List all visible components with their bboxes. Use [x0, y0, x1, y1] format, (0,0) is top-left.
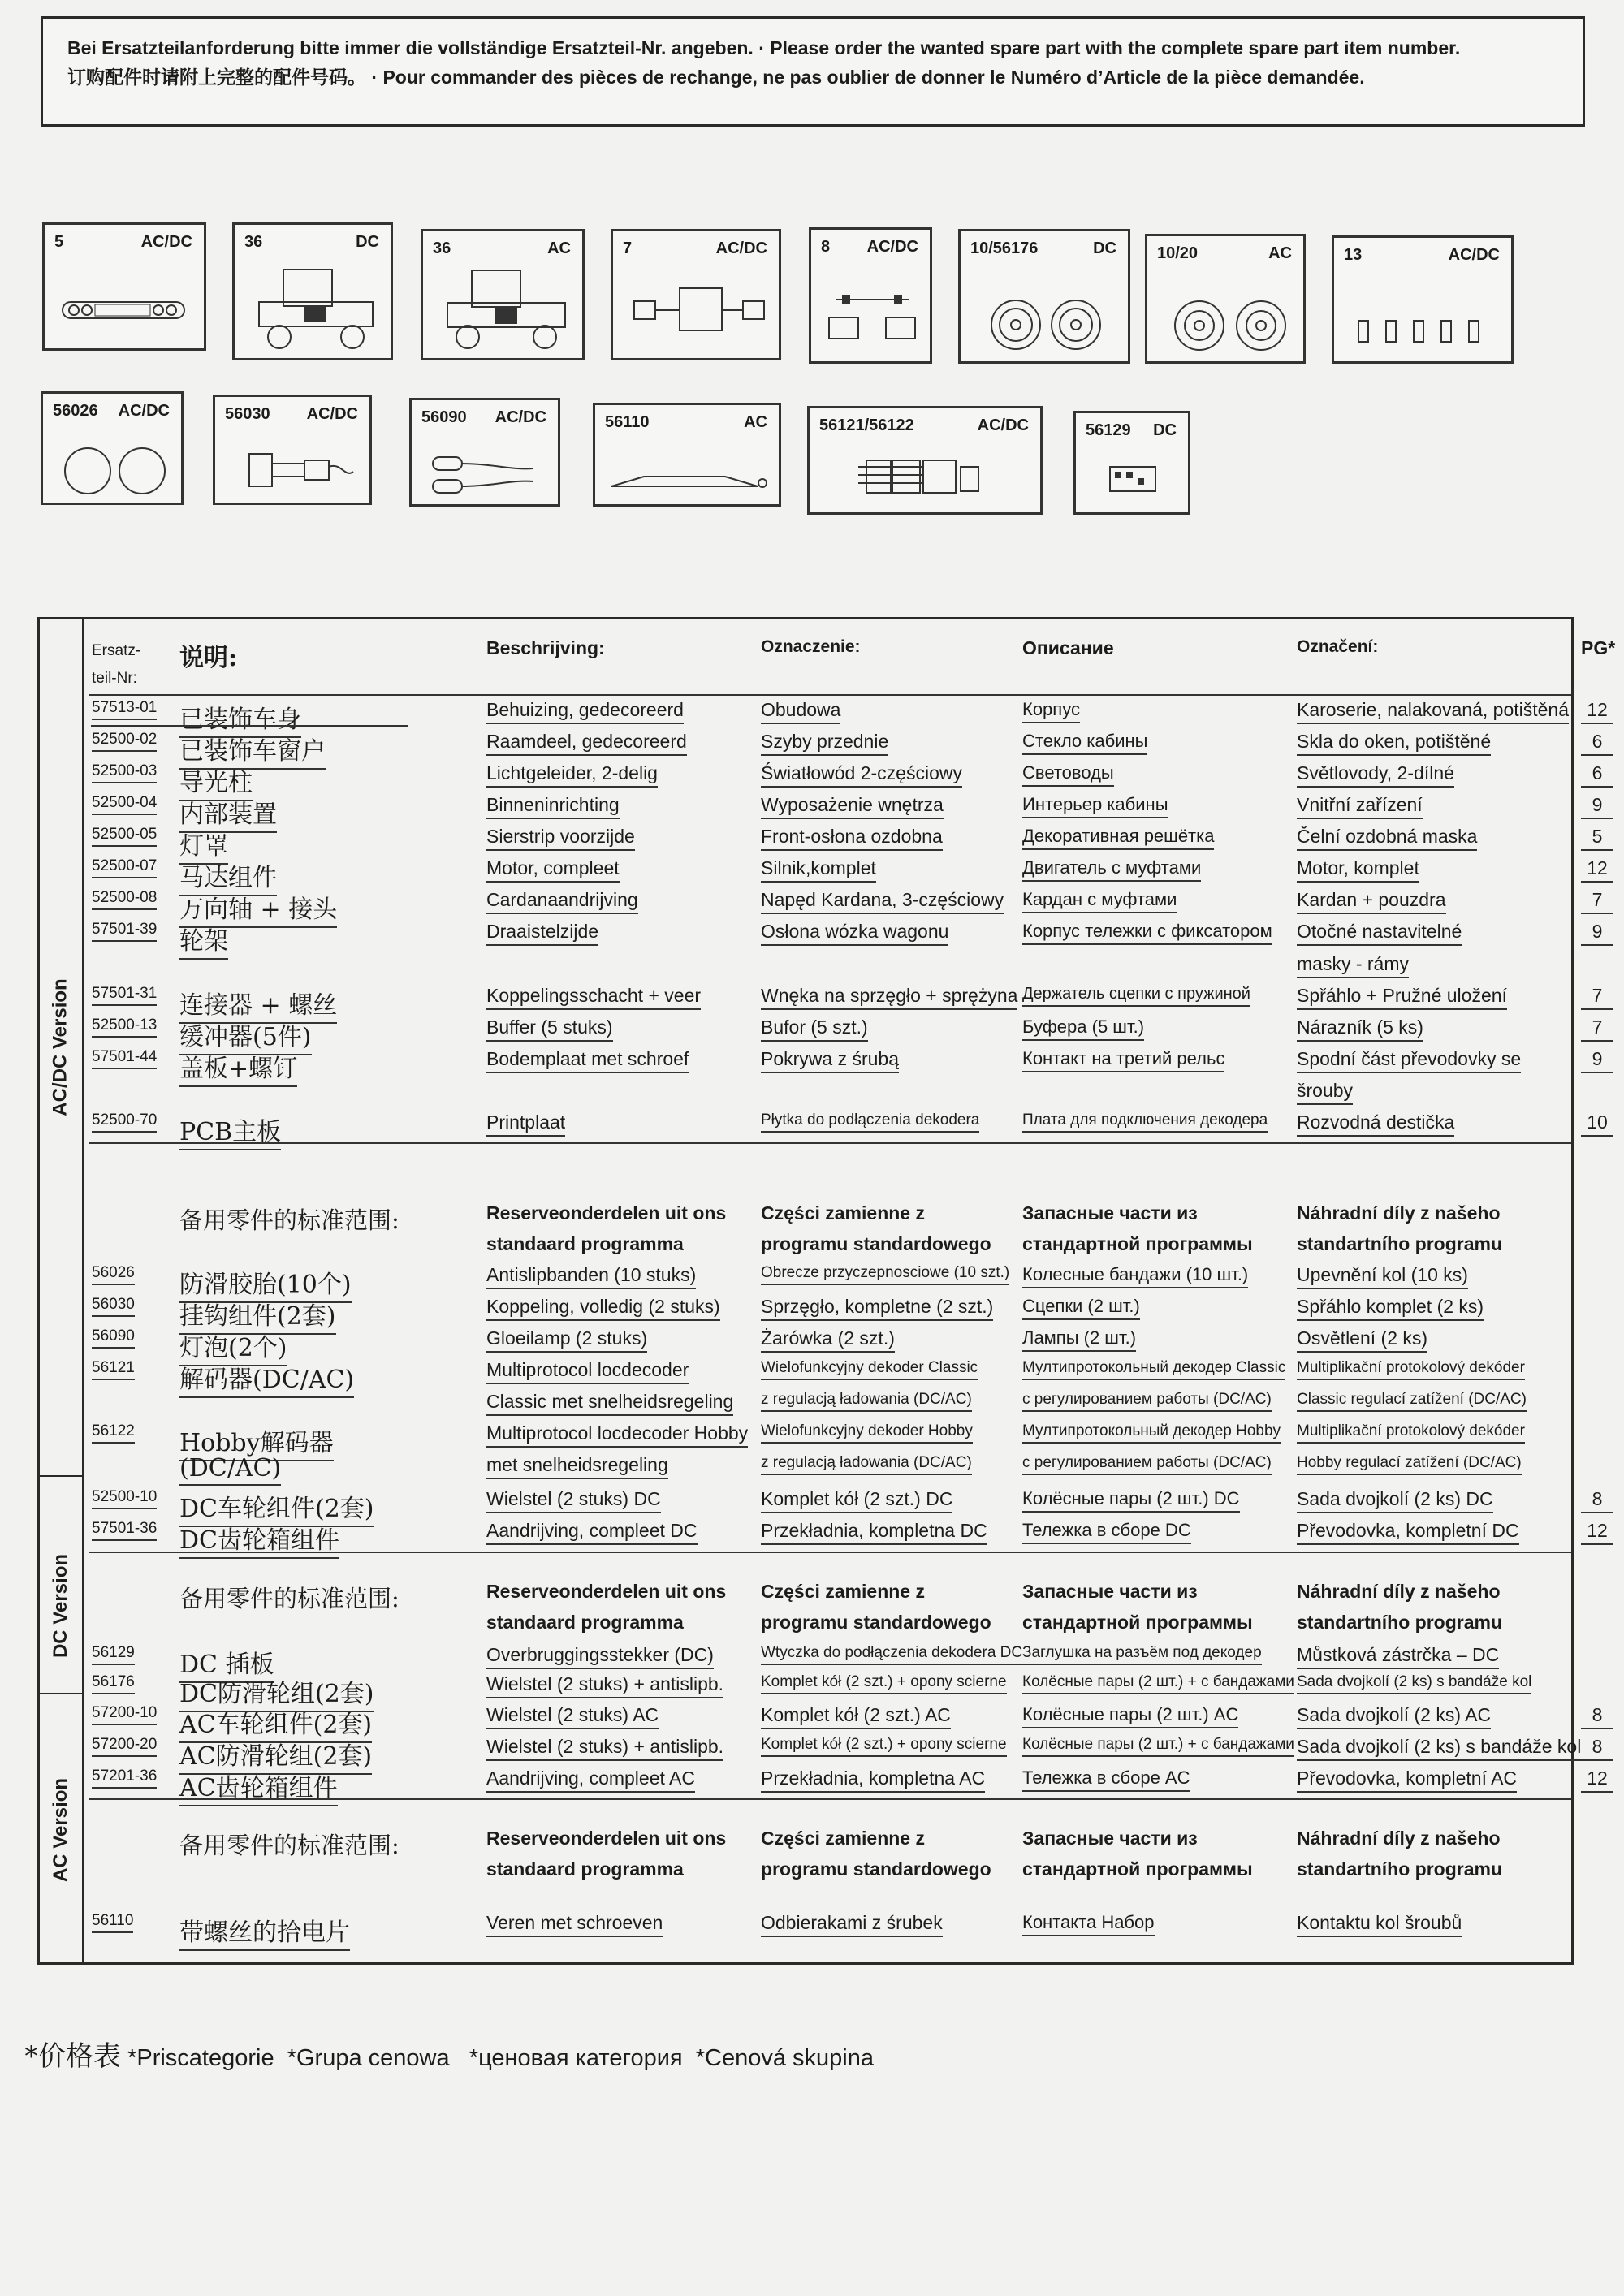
desc-cz: Sada dvojkolí (2 ks) AC: [1297, 1704, 1491, 1729]
part-number: 56030: [92, 1296, 135, 1317]
desc-cn: DC防滑轮组(2套): [179, 1673, 374, 1712]
desc-cn: DC齿轮箱组件: [179, 1520, 339, 1559]
desc-cz: Převodovka, kompletní DC: [1297, 1520, 1519, 1545]
std-title-cn: 备用零件的标准范围:: [179, 1206, 400, 1234]
part-code: 8: [821, 238, 831, 256]
part-code: 10/20: [1157, 244, 1199, 262]
desc-ru: Тележка в сборе DC: [1022, 1520, 1191, 1544]
part-number: 57200-20: [92, 1736, 157, 1757]
part-code: 36: [244, 233, 263, 251]
part-box-56121-56122: [807, 406, 1043, 515]
desc-cz: Spřáhlo + Pružné uložení: [1297, 985, 1507, 1010]
desc-nl: Behuizing, gedecoreerd: [486, 699, 684, 724]
desc-cz: Multiplikační protokolový dekóder: [1297, 1359, 1525, 1380]
desc-cz: Hobby regulací zatížení (DC/AC): [1297, 1454, 1522, 1475]
desc-pl: z regulacją ładowania (DC/AC): [761, 1454, 972, 1475]
desc-cn: 连接器 + 螺丝: [179, 985, 337, 1024]
desc-pl: Wielofunkcyjny dekoder Classic: [761, 1359, 978, 1380]
desc-ru: Контакт на третий рельс: [1022, 1048, 1224, 1072]
version-label-ac: AC Version: [50, 1777, 72, 1883]
notice-line-2: 订购配件时请附上完整的配件号码。 · Pour commander des pièces de rechange, ne pas oublier de donner le Numéro d’Article de la pièce demandée.: [67, 67, 1365, 88]
decoder-icon: [810, 408, 1045, 517]
desc-nl: Binneninrichting: [486, 794, 620, 819]
desc-cz: Multiplikační protokolový dekóder: [1297, 1422, 1525, 1444]
part-number: 52500-70: [92, 1111, 157, 1133]
legend-pl: *Grupa cenowa: [287, 2045, 450, 2071]
part-number: 52500-05: [92, 826, 157, 847]
std-title-nl: Reserveonderdelen uit ons: [486, 1202, 727, 1224]
price-group: 7: [1581, 985, 1613, 1010]
part-box-56030: [213, 395, 372, 505]
std-title-pl: Części zamienne z: [761, 1202, 925, 1224]
desc-cz: Spřáhlo komplet (2 ks): [1297, 1296, 1484, 1321]
desc-cn: DC 插板: [179, 1644, 274, 1683]
std-title-cz: Náhradní díly z našeho: [1297, 1581, 1501, 1602]
desc-pl: Obrecze przyczepnosciowe (10 szt.): [761, 1264, 1009, 1285]
version-label-dc: DC Version: [50, 1553, 72, 1659]
desc-cz: Vnitřní zařízení: [1297, 794, 1423, 819]
price-group: 8: [1581, 1704, 1613, 1729]
desc-ru: Тележка в сборе AC: [1022, 1767, 1190, 1792]
part-box-10-20: [1145, 234, 1306, 364]
desc-cz: Převodovka, kompletní AC: [1297, 1767, 1517, 1793]
desc-pl: Obudowa: [761, 699, 840, 724]
desc-cz: masky - rámy: [1297, 953, 1409, 978]
desc-ru: Интерьер кабины: [1022, 794, 1168, 818]
std-title-pl: programu standardowego: [761, 1858, 991, 1880]
bogie-icon: [423, 231, 587, 363]
desc-nl: Classic met snelheidsregeling: [486, 1391, 733, 1416]
cardan-shaft-icon: [811, 230, 935, 366]
std-title-nl: standaard programma: [486, 1612, 684, 1633]
desc-ru: Двигатель с муфтами: [1022, 857, 1201, 882]
std-title-pl: programu standardowego: [761, 1612, 991, 1633]
desc-pl: Osłona wózka wagonu: [761, 921, 948, 946]
part-box-56090: [409, 398, 560, 507]
desc-pl: Wyposażenie wnętrza: [761, 794, 944, 819]
std-title-pl: programu standardowego: [761, 1233, 991, 1254]
desc-pl: Przekładnia, kompletna DC: [761, 1520, 987, 1545]
desc-nl: Gloeilamp (2 stuks): [486, 1327, 647, 1353]
desc-pl: Wielofunkcyjny dekoder Hobby: [761, 1422, 973, 1444]
desc-nl: Multiprotocol locdecoder: [486, 1359, 689, 1384]
wheelset-icon: [961, 231, 1133, 366]
desc-cn: 导光柱: [179, 762, 253, 801]
legend-cz: *Cenová skupina: [695, 2045, 874, 2071]
std-title-pl: Części zamienne z: [761, 1581, 925, 1602]
part-type: AC/DC: [866, 238, 918, 256]
notice-line-1: Bei Ersatzteilanforderung bitte immer die vollständige Ersatzteil-Nr. angeben. · Please order the wanted spare part with the complete spare part item number.: [67, 37, 1461, 58]
part-number: 52500-03: [92, 762, 157, 783]
desc-ru: Мултипротокольный декодер Classic: [1022, 1359, 1285, 1380]
desc-ru: Колесные бандажи (10 шт.): [1022, 1264, 1248, 1288]
std-title-ru: Запасные части из: [1022, 1581, 1198, 1602]
desc-ru: Держатель сцепки с пружиной: [1022, 985, 1250, 1007]
desc-ru: Колёсные пары (2 шт.) AC: [1022, 1704, 1238, 1728]
desc-nl: Draaistelzijde: [486, 921, 598, 946]
desc-cn: 灯罩: [179, 826, 228, 865]
desc-nl: Wielstel (2 stuks) + antislipb.: [486, 1673, 723, 1698]
part-number: 57501-36: [92, 1520, 157, 1541]
desc-cz: šrouby: [1297, 1080, 1353, 1105]
part-number: 52500-02: [92, 731, 157, 752]
part-number: 52500-07: [92, 857, 157, 878]
desc-ru: Мултипротокольный декодер Hobby: [1022, 1422, 1281, 1444]
price-group: 7: [1581, 1016, 1613, 1042]
desc-pl: Pokrywa z śrubą: [761, 1048, 899, 1073]
part-number: 56026: [92, 1264, 135, 1285]
part-number: 52500-10: [92, 1488, 157, 1509]
bogie-icon: [235, 225, 395, 363]
price-group: 9: [1581, 794, 1613, 819]
desc-nl: Buffer (5 stuks): [486, 1016, 613, 1042]
part-code: 56090: [421, 408, 467, 426]
part-code: 36: [433, 240, 451, 257]
part-number: 56122: [92, 1422, 135, 1444]
desc-nl: Cardanaandrijving: [486, 889, 638, 914]
desc-cz: Otočné nastavitelné: [1297, 921, 1462, 946]
part-number: 56121: [92, 1359, 135, 1380]
desc-nl: Sierstrip voorzijde: [486, 826, 635, 851]
std-title-ru: стандартной программы: [1022, 1858, 1253, 1880]
desc-cz: Spodní část převodovky se: [1297, 1048, 1521, 1073]
version-column: [40, 619, 84, 1962]
desc-cz: Sada dvojkolí (2 ks) s bandáže kol: [1297, 1673, 1531, 1694]
desc-cz: Sada dvojkolí (2 ks) DC: [1297, 1488, 1493, 1513]
part-number: 56090: [92, 1327, 135, 1349]
desc-pl: Komplet kół (2 szt.) + opony scierne: [761, 1736, 1007, 1757]
desc-cn: 缓冲器(5件): [179, 1016, 312, 1055]
desc-nl: Wielstel (2 stuks) AC: [486, 1704, 659, 1729]
std-title-ru: Запасные части из: [1022, 1828, 1198, 1849]
desc-cn: 万向轴 + 接头: [179, 889, 337, 928]
header-part-number: Ersatz-teil-Nr:: [92, 642, 141, 687]
part-type: DC: [1153, 421, 1177, 439]
part-box-7: [611, 229, 781, 360]
desc-ru: Контакта Набор: [1022, 1912, 1155, 1936]
std-title-cn: 备用零件的标准范围:: [179, 1832, 400, 1859]
desc-cn: 挂钩组件(2套): [179, 1296, 336, 1335]
desc-cz: Karoserie, nalakovaná, potištěná: [1297, 699, 1569, 724]
part-type: AC/DC: [495, 408, 546, 426]
desc-ru: Стекло кабины: [1022, 731, 1147, 755]
bridge-plug-icon: [1076, 413, 1193, 517]
price-group: 12: [1581, 857, 1613, 883]
std-title-ru: стандартной программы: [1022, 1612, 1253, 1633]
part-number: 52500-08: [92, 889, 157, 910]
desc-cn: 防滑胶胎(10个): [179, 1264, 352, 1303]
desc-cn: PCB主板: [179, 1111, 281, 1150]
desc-nl: Koppelingsschacht + veer: [486, 985, 701, 1010]
desc-cn: Hobby解码器: [179, 1422, 334, 1461]
part-code: 13: [1344, 246, 1363, 264]
desc-ru: Заглушка на разъём под декодер: [1022, 1644, 1262, 1665]
std-title-pl: Części zamienne z: [761, 1828, 925, 1849]
desc-nl: Veren met schroeven: [486, 1912, 663, 1937]
desc-cn: 解码器(DC/AC): [179, 1359, 354, 1398]
part-code: 56026: [53, 402, 98, 420]
desc-pl: Żarówka (2 szt.): [761, 1327, 895, 1353]
desc-pl: Komplet kół (2 szt.) + opony scierne: [761, 1673, 1007, 1694]
traction-tire-icon: [43, 394, 186, 507]
desc-cn: AC齿轮箱组件: [179, 1767, 338, 1806]
desc-nl: Antislipbanden (10 stuks): [486, 1264, 696, 1289]
desc-ru: Кардан с муфтами: [1022, 889, 1177, 913]
desc-cn: AC车轮组件(2套): [179, 1704, 372, 1743]
price-group: 12: [1581, 1520, 1613, 1545]
header-chinese: 说明:: [179, 644, 238, 672]
desc-nl: met snelheidsregeling: [486, 1454, 668, 1479]
std-title-cz: standartního programu: [1297, 1858, 1503, 1880]
desc-cn: 已装饰车窗户: [179, 731, 326, 770]
desc-cz: Kontaktu kol šroubů: [1297, 1912, 1462, 1937]
price-group: 5: [1581, 826, 1613, 851]
part-number: 56110: [92, 1912, 133, 1933]
desc-pl: Przekładnia, kompletna AC: [761, 1767, 985, 1793]
desc-cn: 轮架: [179, 921, 228, 960]
std-title-cz: Náhradní díly z našeho: [1297, 1828, 1501, 1849]
desc-cz: Světlovody, 2-dílné: [1297, 762, 1454, 788]
desc-cz: Classic regulací zatížení (DC/AC): [1297, 1391, 1527, 1412]
part-box-8: [809, 227, 932, 364]
desc-cn: 盖板+螺钉: [179, 1048, 297, 1087]
desc-pl: Płytka do podłączenia dekodera: [761, 1111, 979, 1133]
part-number: 56129: [92, 1644, 135, 1665]
contact-spring-icon: [595, 405, 784, 509]
part-type: AC/DC: [977, 416, 1029, 434]
desc-nl: Bodemplaat met schroef: [486, 1048, 689, 1073]
price-group: 6: [1581, 731, 1613, 756]
buffer-icon: [1334, 238, 1516, 366]
price-group: 9: [1581, 921, 1613, 946]
spare-parts-table: [37, 617, 1616, 1965]
price-group: 9: [1581, 1048, 1613, 1073]
desc-pl: Wtyczka do podłączenia dekodera DC: [761, 1644, 1022, 1665]
part-number: 57201-36: [92, 1767, 157, 1789]
desc-ru: Декоративная решётка: [1022, 826, 1214, 850]
desc-nl: Aandrijving, compleet DC: [486, 1520, 698, 1545]
part-code: 10/56176: [970, 240, 1039, 257]
desc-pl: Szyby przednie: [761, 731, 888, 756]
desc-cz: Kardan + pouzdra: [1297, 889, 1446, 914]
part-type: DC: [1093, 240, 1116, 257]
part-number: 57501-39: [92, 921, 157, 942]
desc-cn: (DC/AC): [179, 1454, 281, 1486]
part-code: 56129: [1086, 421, 1131, 439]
part-box-5: [42, 222, 206, 351]
desc-nl: Multiprotocol locdecoder Hobby: [486, 1422, 748, 1448]
part-type: AC: [1268, 244, 1292, 262]
desc-ru: с регулированием работы (DC/AC): [1022, 1391, 1272, 1412]
part-code: 7: [623, 240, 633, 257]
desc-pl: Front-osłona ozdobna: [761, 826, 943, 851]
header-price-group: PG*: [1581, 637, 1616, 658]
part-type: AC: [744, 413, 767, 431]
header-dutch: Beschrijving:: [486, 637, 605, 658]
desc-ru: Сцепки (2 шт.): [1022, 1296, 1140, 1320]
legend-ru: *ценовая категория: [469, 2045, 683, 2071]
part-box-56110: [593, 403, 781, 507]
price-group: 10: [1581, 1111, 1613, 1137]
part-code: 5: [54, 233, 64, 251]
desc-ru: Лампы (2 шт.): [1022, 1327, 1136, 1352]
desc-cz: Skla do oken, potištěné: [1297, 731, 1491, 756]
desc-nl: Wielstel (2 stuks) + antislipb.: [486, 1736, 723, 1761]
notice-box: [41, 16, 1585, 127]
std-title-cz: Náhradní díly z našeho: [1297, 1202, 1501, 1224]
desc-cz: Nárazník (5 ks): [1297, 1016, 1423, 1042]
desc-nl: Aandrijving, compleet AC: [486, 1767, 695, 1793]
part-type: AC/DC: [140, 233, 192, 251]
part-box-36-ac: [421, 229, 585, 360]
desc-cn: 内部装置: [179, 794, 277, 833]
legend-zh: *价格表: [24, 2040, 121, 2073]
desc-pl: Odbierakami z śrubek: [761, 1912, 943, 1937]
desc-ru: Колёсные пары (2 шт.) + с бандажами: [1022, 1673, 1294, 1694]
desc-cn: 已装饰车身: [179, 699, 301, 738]
part-number: 57513-01: [92, 699, 157, 720]
desc-ru: Корпус: [1022, 699, 1080, 723]
price-group: 12: [1581, 699, 1613, 724]
header-czech: Označení:: [1297, 637, 1379, 656]
desc-cz: Osvětlení (2 ks): [1297, 1327, 1427, 1353]
part-number: 56176: [92, 1673, 135, 1694]
desc-nl: Motor, compleet: [486, 857, 620, 883]
wheelset-icon: [1147, 236, 1308, 366]
desc-pl: z regulacją ładowania (DC/AC): [761, 1391, 972, 1412]
light-bulb-icon: [412, 400, 563, 509]
desc-pl: Silnik,komplet: [761, 857, 876, 883]
price-group: 6: [1581, 762, 1613, 788]
desc-nl: Printplaat: [486, 1111, 565, 1137]
desc-ru: Световоды: [1022, 762, 1114, 787]
desc-nl: Lichtgeleider, 2-delig: [486, 762, 658, 788]
desc-cz: Můstková zástrčka – DC: [1297, 1644, 1499, 1669]
part-type: AC/DC: [715, 240, 767, 257]
desc-ru: с регулированием работы (DC/AC): [1022, 1454, 1272, 1475]
version-label-acdc: AC/DC Version: [50, 978, 71, 1116]
price-group: 8: [1581, 1488, 1613, 1513]
desc-cn: 马达组件: [179, 857, 277, 896]
desc-ru: Корпус тележки с фиксатором: [1022, 921, 1272, 945]
part-number: 57501-31: [92, 985, 157, 1006]
header-russian: Описание: [1022, 637, 1114, 658]
part-type: AC/DC: [306, 405, 358, 423]
std-title-cz: standartního programu: [1297, 1233, 1503, 1254]
desc-ru: Плата для подключения декодера: [1022, 1111, 1268, 1133]
desc-cz: Sada dvojkolí (2 ks) s bandáže kol: [1297, 1736, 1581, 1761]
desc-cz: Čelní ozdobná maska: [1297, 826, 1477, 851]
part-number: 52500-04: [92, 794, 157, 815]
part-number: 52500-13: [92, 1016, 157, 1038]
desc-ru: Буфера (5 шт.): [1022, 1016, 1144, 1041]
part-box-56026: [41, 391, 184, 505]
desc-pl: Sprzęgło, kompletne (2 szt.): [761, 1296, 993, 1321]
desc-cn: 带螺丝的拾电片: [179, 1912, 350, 1951]
desc-pl: Wnęka na sprzęgło + sprężyna: [761, 985, 1017, 1010]
part-type: DC: [356, 233, 379, 251]
desc-cz: Rozvodná destička: [1297, 1111, 1454, 1137]
desc-cn: DC车轮组件(2套): [179, 1488, 374, 1527]
part-code: 56030: [225, 405, 270, 423]
part-box-13: [1332, 235, 1514, 364]
part-code: 56121/56122: [819, 416, 914, 434]
desc-pl: Światłowód 2-częściowy: [761, 762, 962, 788]
desc-nl: Raamdeel, gedecoreerd: [486, 731, 687, 756]
std-title-nl: standaard programma: [486, 1858, 684, 1880]
std-title-cz: standartního programu: [1297, 1612, 1503, 1633]
std-title-nl: Reserveonderdelen uit ons: [486, 1581, 727, 1602]
part-code: 56110: [605, 413, 650, 431]
std-title-ru: Запасные части из: [1022, 1202, 1198, 1224]
buffer-strip-icon: [45, 225, 209, 353]
desc-cz: Upevnění kol (10 ks): [1297, 1264, 1468, 1289]
part-number: 57200-10: [92, 1704, 157, 1725]
std-title-nl: standaard programma: [486, 1233, 684, 1254]
desc-cn: 灯泡(2个): [179, 1327, 287, 1366]
part-type: AC/DC: [1448, 246, 1500, 264]
price-group-legend: [24, 2034, 874, 2074]
motor-icon: [613, 231, 784, 363]
legend-de: *Priscategorie: [127, 2045, 274, 2071]
desc-cz: Motor, komplet: [1297, 857, 1419, 883]
header-polish: Oznaczenie:: [761, 637, 861, 656]
desc-pl: Komplet kół (2 szt.) DC: [761, 1488, 952, 1513]
desc-ru: Колёсные пары (2 шт.) DC: [1022, 1488, 1240, 1513]
desc-nl: Overbruggingsstekker (DC): [486, 1644, 714, 1669]
desc-pl: Komplet kół (2 szt.) AC: [761, 1704, 951, 1729]
part-box-10-56176: [958, 229, 1130, 364]
part-box-36-dc: [232, 222, 393, 360]
desc-cn: AC防滑轮组(2套): [179, 1736, 372, 1775]
part-type: AC/DC: [118, 402, 170, 420]
std-title-nl: Reserveonderdelen uit ons: [486, 1828, 727, 1849]
desc-nl: Wielstel (2 stuks) DC: [486, 1488, 661, 1513]
part-type: AC: [547, 240, 571, 257]
part-number: 57501-44: [92, 1048, 157, 1069]
coupler-icon: [215, 397, 374, 507]
std-title-ru: стандартной программы: [1022, 1233, 1253, 1254]
desc-nl: Koppeling, volledig (2 stuks): [486, 1296, 720, 1321]
desc-ru: Колёсные пары (2 шт.) + с бандажами: [1022, 1736, 1294, 1757]
desc-pl: Napęd Kardana, 3-częściowy: [761, 889, 1004, 914]
part-box-56129: [1073, 411, 1190, 515]
std-title-cn: 备用零件的标准范围:: [179, 1585, 400, 1612]
desc-pl: Bufor (5 szt.): [761, 1016, 868, 1042]
price-group: 7: [1581, 889, 1613, 914]
price-group: 12: [1581, 1767, 1613, 1793]
price-group: 8: [1581, 1736, 1613, 1761]
